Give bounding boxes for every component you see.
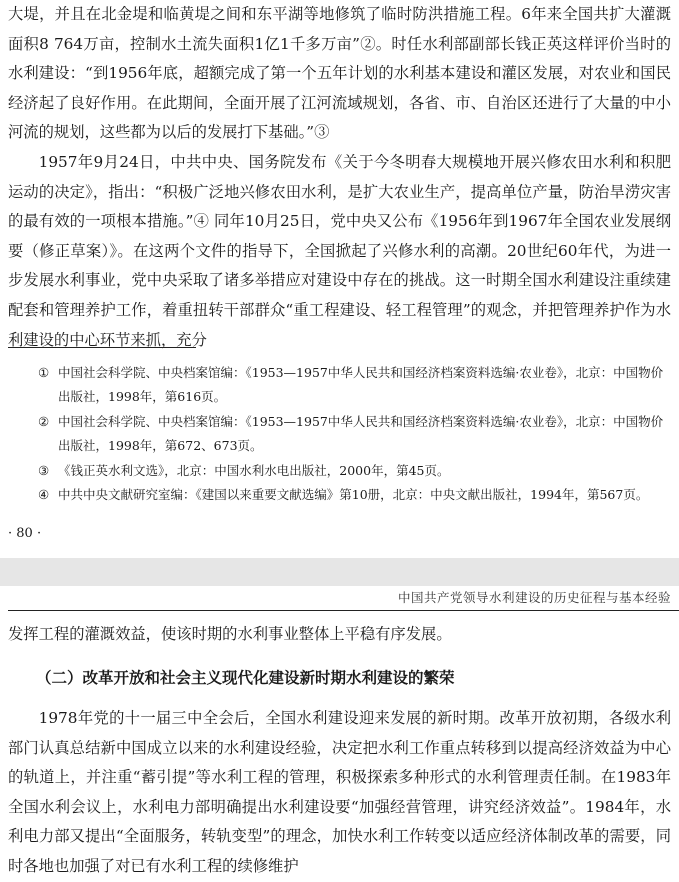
page-81-body — [8, 620, 671, 650]
footnote-text: 《钱正英水利文选》，北京：中国水利水电出版社，2000年，第45页。 — [58, 462, 450, 478]
page-81-paragraph — [8, 704, 671, 882]
footnote-text: 中国社会科学院、中央档案馆编：《1953—1957中华人民共和国经济档案资料选编·农业卷》，北京：中国物价出版社，1998年，第616页。 — [58, 365, 664, 405]
footnote-mark: ③ — [38, 462, 50, 478]
footnote-3 — [38, 459, 671, 483]
running-head: 中国共产党领导水利建设的历史征程与基本经验 — [397, 590, 671, 605]
page-80-body — [8, 0, 671, 355]
paragraph-2: 1957年9月24日，中共中央、国务院发布《关于今冬明春大规模地开展兴修农田水利和积肥运动的决定》，指出：“积极广泛地兴修农田水利，是扩大农业生产，提高单位产量，防治旱涝灾害的最有效的一项根本措施。”④ 同年10月25日，党中央又公布《1956年到1967年全国农业发展纲要（修正草案）》。在这两个文件的指导下，全国掀起了兴修水利的高潮。20世纪60年代，为进一步发展水利事业，党中央采取了诸多举措应对建设中存在的挑战。这一时期全国水利建设注重续建配套和管理养护工作，着重扭转干部群众“重工程建设、轻工程管理”的观念，并把管理养护作为水利建设的中心环节来抓，充分 — [8, 152, 671, 349]
footnote-1 — [38, 361, 671, 410]
footnote-mark: ① — [38, 365, 50, 380]
footnote-2 — [38, 410, 671, 459]
page-gap — [0, 558, 679, 586]
page-81 — [0, 586, 679, 874]
section-heading: （二）改革开放和社会主义现代化建设新时期水利建设的繁荣 — [36, 669, 455, 687]
footnote-text: 中共中央文献研究室编：《建国以来重要文献选编》第10册，北京：中央文献出版社，1994年，第567页。 — [58, 487, 649, 503]
footnote-mark: ④ — [38, 487, 50, 503]
paragraph-3: 1978年党的十一届三中全会后，全国水利建设迎来发展的新时期。改革开放初期，各级水利部门认真总结新中国成立以来的水利建设经验，决定把水利工作重点转移到以提高经济效益为中心的轨道上，并注重“蓄引提”等水利工程的管理，积极探索多种形式的水利管理责任制。在1983年全国水利会议上，水利电力部明确提出水利建设要“加强经营管理，讲究经济效益”。1984年，水利电力部又提出“全面服务，转轨变型”的理念，加快水利工作转变以适应经济体制改革的需要，同时各地也加强了对已有水利工程的续修维护 — [8, 709, 671, 875]
footnotes — [38, 361, 671, 507]
page-number: · 80 · — [8, 526, 42, 541]
paragraph-1: 大堤，并且在北金堤和临黄堤之间和东平湖等地修筑了临时防洪措施工程。6年来全国共扩大灌溉面积8 764万亩，控制水土流失面积1亿1千多万亩”②。时任水利部副部长钱正英这样评价当时的水利建设：“到1956年底，超额完成了第一个五年计划的水利基本建设和灌区发展，对农业和国民经济起了良好作用。在此期间，全面开展了江河流域规划，各省、市、自治区还进行了大量的中小河流的规划，这些都为以后的发展打下基础。”③ — [8, 5, 671, 142]
running-head-rule — [8, 610, 679, 611]
continuation-paragraph: 发挥工程的灌溉效益，使该时期的水利事业整体上平稳有序发展。 — [8, 625, 452, 643]
footnote-4 — [38, 483, 671, 507]
footnote-separator — [8, 347, 196, 348]
footnote-text: 中国社会科学院、中央档案馆编：《1953—1957中华人民共和国经济档案资料选编·农业卷》，北京：中国物价出版社，1998年，第672、673页。 — [58, 413, 664, 454]
footnote-mark: ② — [38, 413, 50, 429]
